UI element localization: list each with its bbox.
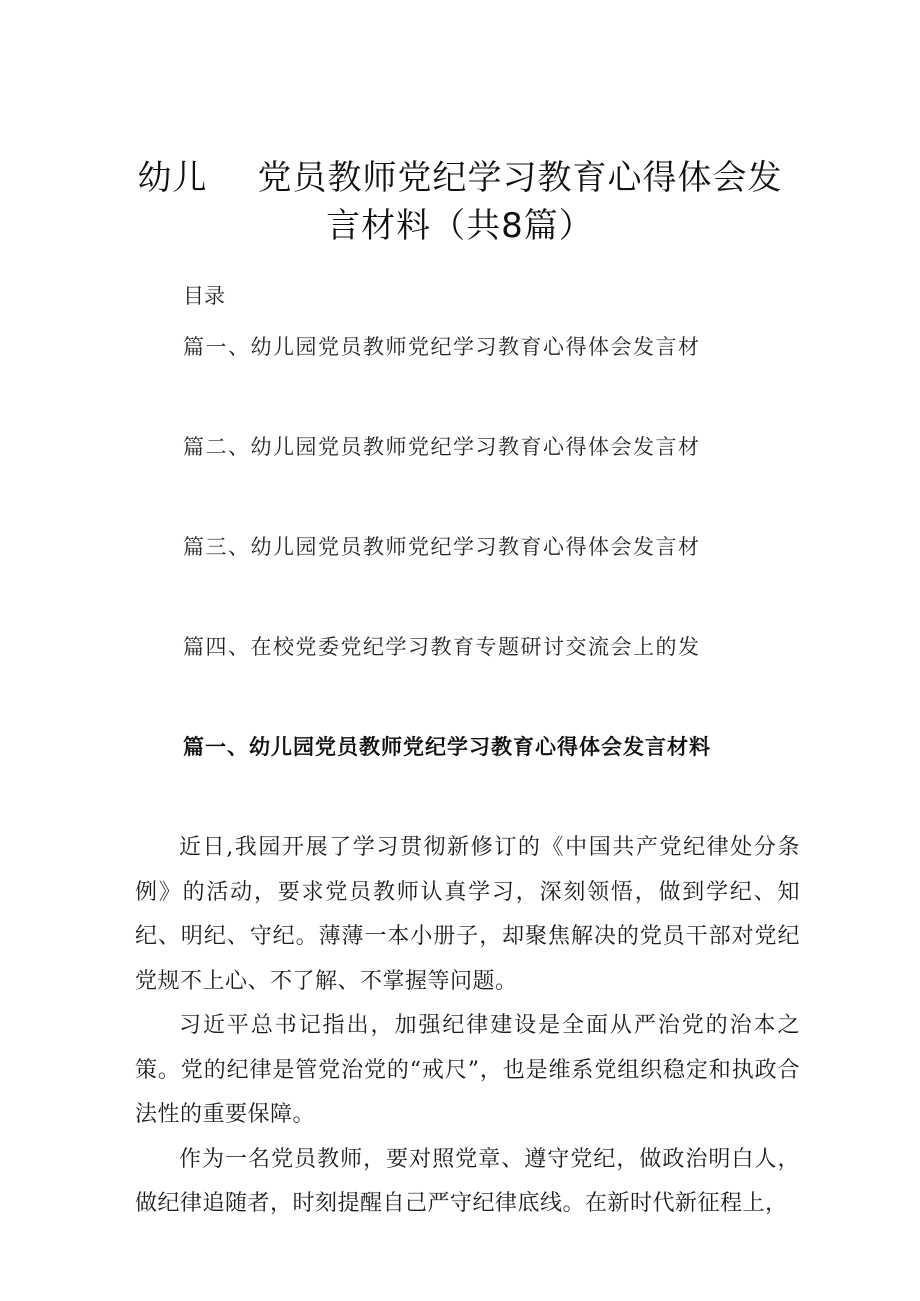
section-heading: 篇一、幼儿园党员教师党纪学习教育心得体会发言材料 [183, 735, 711, 759]
body-text [135, 826, 800, 1227]
paragraph: 作为一名党员教师，要对照党章、遵守党纪，做政治明白人，做纪律追随者，时刻提醒自己严守纪律底线。在新时代新征程上， [135, 1146, 800, 1216]
document-title-line2: 言材料（共8篇） [326, 206, 594, 246]
document-title-line1 [0, 150, 920, 199]
title-part1: 幼儿 [137, 158, 208, 198]
title-part2: 党员教师党纪学习教育心得体会发 [257, 158, 783, 198]
toc-item[interactable]: 篇三、幼儿园党员教师党纪学习教育心得体会发言材 [183, 535, 701, 559]
toc-item[interactable]: 篇二、幼儿园党员教师党纪学习教育心得体会发言材 [183, 435, 701, 459]
paragraph: 近日,我园开展了学习贯彻新修订的《中国共产党纪律处分条例》的活动，要求党员教师认真学习，深刻领悟，做到学纪、知纪、明纪、守纪。薄薄一本小册子，却聚焦解决的党员干部对党纪党规不上心、不了解、不掌握等问题。 [135, 835, 800, 994]
toc-item[interactable]: 篇一、幼儿园党员教师党纪学习教育心得体会发言材 [183, 335, 701, 359]
toc-label: 目录 [183, 284, 225, 308]
paragraph: 习近平总书记指出，加强纪律建设是全面从严治党的治本之策。党的纪律是管党治党的“戒尺”，也是维系党组织稳定和执政合法性的重要保障。 [135, 1013, 800, 1127]
toc-item[interactable]: 篇四、在校党委党纪学习教育专题研讨交流会上的发 [183, 635, 701, 659]
